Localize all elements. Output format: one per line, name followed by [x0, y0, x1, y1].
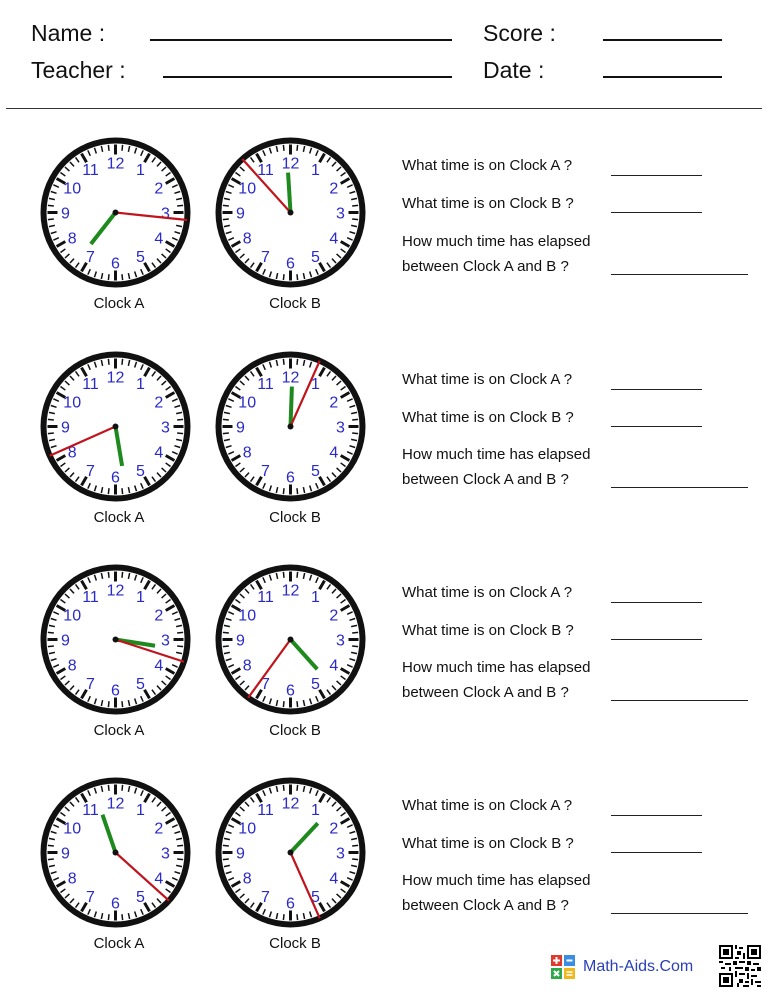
question-elapsed-line2: between Clock A and B ? [402, 471, 569, 488]
teacher-field-line[interactable] [163, 76, 452, 78]
clock-number: 1 [136, 802, 145, 820]
clock-number: 8 [67, 870, 77, 888]
clock-tick [122, 274, 123, 280]
clock-number: 11 [257, 589, 274, 607]
clock-tick [283, 145, 284, 151]
clock-number: 11 [257, 802, 274, 820]
clock-number: 3 [161, 419, 170, 437]
clock-number: 9 [236, 205, 245, 223]
question-elapsed-line1: How much time has elapsed [402, 659, 591, 676]
clock-tick [122, 488, 123, 494]
answer-line-clock-b[interactable] [611, 639, 702, 640]
hour-hand [288, 173, 290, 213]
clock-number: 8 [67, 657, 77, 675]
clock-number: 4 [154, 444, 164, 462]
clock-b-face [213, 562, 368, 717]
clock-tick [223, 205, 229, 206]
clock-number: 3 [336, 845, 345, 863]
clock-b-label: Clock B [269, 935, 321, 952]
clock-b-label: Clock B [269, 722, 321, 739]
clock-tick [177, 205, 183, 206]
clock-number: 5 [136, 248, 145, 266]
clock-tick [283, 914, 284, 920]
date-label: Date : [483, 57, 545, 83]
clock-number: 8 [242, 870, 252, 888]
question-elapsed-line1: How much time has elapsed [402, 872, 591, 889]
clock-tick [48, 859, 54, 860]
clock-tick [223, 859, 229, 860]
clock-number: 3 [336, 205, 345, 223]
clock-number: 7 [261, 888, 270, 906]
clock-number: 5 [136, 462, 145, 480]
clock-number: 9 [236, 419, 245, 437]
clock-a-face [38, 135, 193, 290]
clock-tick [352, 419, 358, 420]
clock-b-label: Clock B [269, 295, 321, 312]
clock-number: 6 [286, 469, 295, 487]
clock-a-face [38, 775, 193, 930]
clock-tick [297, 145, 298, 151]
answer-line-clock-b[interactable] [611, 212, 702, 213]
clock-number: 11 [82, 376, 99, 394]
clock-number: 7 [261, 675, 270, 693]
clock-number: 8 [242, 230, 252, 248]
clock-number: 10 [238, 820, 257, 838]
question-elapsed-line1: How much time has elapsed [402, 446, 591, 463]
clock-number: 4 [154, 657, 164, 675]
clock-number: 5 [136, 888, 145, 906]
clock-number: 12 [106, 795, 125, 813]
clock-tick [48, 845, 54, 846]
clock-number: 3 [336, 632, 345, 650]
clock-number: 6 [111, 469, 120, 487]
clock-number: 1 [136, 589, 145, 607]
question-clock-b: What time is on Clock B ? [402, 622, 574, 639]
clock-number: 10 [238, 394, 257, 412]
clock-number: 5 [311, 462, 320, 480]
clock-tick [223, 845, 229, 846]
clock-number: 8 [242, 444, 252, 462]
clock-tick [283, 488, 284, 494]
clock-number: 7 [86, 888, 95, 906]
clock-a-label: Clock A [93, 509, 145, 526]
question-elapsed-line2: between Clock A and B ? [402, 258, 569, 275]
clock-tick [223, 433, 229, 434]
clock-number: 9 [61, 632, 70, 650]
clock-number: 12 [281, 795, 300, 813]
clock-tick [48, 632, 54, 633]
clock-tick [108, 701, 109, 707]
clock-number: 5 [136, 675, 145, 693]
clock-tick [283, 274, 284, 280]
clock-tick [352, 859, 358, 860]
clock-number: 7 [86, 248, 95, 266]
clock-tick [283, 785, 284, 791]
question-clock-a: What time is on Clock A ? [402, 797, 573, 814]
clock-number: 9 [236, 845, 245, 863]
question-clock-a: What time is on Clock A ? [402, 584, 573, 601]
clock-number: 9 [61, 419, 70, 437]
clock-number: 1 [136, 162, 145, 180]
clock-tick [177, 845, 183, 846]
clock-number: 10 [63, 394, 82, 412]
clock-tick [108, 145, 109, 151]
name-field-line[interactable] [150, 39, 452, 41]
clock-tick [122, 572, 123, 578]
clock-number: 11 [82, 802, 99, 820]
clock-number: 2 [329, 820, 339, 838]
clock-number: 6 [286, 682, 295, 700]
score-field-line[interactable] [603, 39, 722, 41]
hour-hand [291, 387, 292, 427]
clock-tick [122, 701, 123, 707]
clock-number: 9 [61, 845, 70, 863]
clock-tick [48, 205, 54, 206]
answer-line-clock-a[interactable] [611, 815, 702, 816]
clock-center-pin [113, 424, 119, 430]
clock-number: 2 [329, 607, 339, 625]
clock-tick [297, 914, 298, 920]
clock-number: 6 [286, 895, 295, 913]
clock-tick [352, 433, 358, 434]
clock-number: 11 [257, 376, 274, 394]
clock-center-pin [288, 424, 294, 430]
footer-brand-link[interactable]: Math-Aids.Com [583, 958, 694, 975]
clock-number: 4 [329, 870, 339, 888]
clock-tick [122, 359, 123, 365]
clock-tick [297, 359, 298, 365]
question-clock-a: What time is on Clock A ? [402, 371, 573, 388]
clock-number: 3 [336, 419, 345, 437]
answer-line-elapsed[interactable] [611, 700, 748, 701]
clock-number: 2 [154, 394, 164, 412]
question-clock-b: What time is on Clock B ? [402, 835, 574, 852]
clock-tick [352, 205, 358, 206]
score-label: Score : [483, 20, 556, 46]
clock-tick [223, 219, 229, 220]
clock-a-face [38, 562, 193, 717]
clock-tick [177, 632, 183, 633]
clock-a-label: Clock A [93, 295, 145, 312]
clock-tick [122, 914, 123, 920]
clock-tick [352, 632, 358, 633]
clock-number: 7 [86, 675, 95, 693]
clock-number: 2 [154, 180, 164, 198]
clock-number: 1 [311, 376, 320, 394]
clock-tick [352, 219, 358, 220]
answer-line-clock-b[interactable] [611, 426, 702, 427]
answer-line-elapsed[interactable] [611, 274, 748, 275]
clock-tick [297, 488, 298, 494]
clock-number: 8 [67, 444, 77, 462]
clock-tick [122, 785, 123, 791]
clock-number: 9 [236, 632, 245, 650]
clock-number: 6 [111, 895, 120, 913]
clock-tick [48, 219, 54, 220]
clock-center-pin [113, 210, 119, 216]
clock-number: 12 [281, 582, 300, 600]
clock-tick [352, 845, 358, 846]
clock-number: 7 [86, 462, 95, 480]
clock-number: 6 [111, 682, 120, 700]
clock-center-pin [288, 637, 294, 643]
answer-line-elapsed[interactable] [611, 913, 748, 914]
clock-number: 12 [281, 369, 300, 387]
clock-center-pin [113, 850, 119, 856]
clock-tick [48, 419, 54, 420]
clock-number: 8 [242, 657, 252, 675]
clock-a-label: Clock A [93, 935, 145, 952]
header-divider [6, 108, 762, 109]
clock-number: 1 [311, 589, 320, 607]
clock-number: 9 [61, 205, 70, 223]
clock-number: 2 [329, 180, 339, 198]
clock-number: 4 [329, 444, 339, 462]
clock-tick [297, 274, 298, 280]
clock-number: 10 [63, 820, 82, 838]
question-elapsed-line2: between Clock A and B ? [402, 897, 569, 914]
clock-number: 2 [154, 607, 164, 625]
clock-tick [177, 859, 183, 860]
teacher-label: Teacher : [31, 57, 126, 83]
question-clock-b: What time is on Clock B ? [402, 409, 574, 426]
problem-2 [0, 349, 768, 549]
clock-tick [48, 646, 54, 647]
clock-number: 6 [111, 255, 120, 273]
clock-tick [283, 359, 284, 365]
clock-tick [177, 646, 183, 647]
answer-line-clock-b[interactable] [611, 852, 702, 853]
clock-number: 4 [154, 230, 164, 248]
clock-center-pin [288, 850, 294, 856]
clock-number: 12 [106, 369, 125, 387]
question-clock-a: What time is on Clock A ? [402, 157, 573, 174]
clock-tick [223, 646, 229, 647]
clock-tick [223, 632, 229, 633]
clock-number: 4 [329, 230, 339, 248]
answer-line-elapsed[interactable] [611, 487, 748, 488]
clock-number: 1 [311, 802, 320, 820]
clock-tick [48, 433, 54, 434]
clock-b-face [213, 775, 368, 930]
problem-3 [0, 562, 768, 762]
clock-number: 5 [311, 248, 320, 266]
clock-number: 5 [311, 675, 320, 693]
answer-line-clock-a[interactable] [611, 602, 702, 603]
clock-tick [108, 488, 109, 494]
clock-number: 11 [257, 162, 274, 180]
clock-number: 12 [106, 155, 125, 173]
clock-number: 5 [311, 888, 320, 906]
clock-number: 12 [106, 582, 125, 600]
clock-tick [108, 359, 109, 365]
clock-number: 10 [63, 607, 82, 625]
clock-center-pin [113, 637, 119, 643]
clock-number: 11 [82, 589, 99, 607]
clock-a-label: Clock A [93, 722, 145, 739]
clock-number: 3 [161, 632, 170, 650]
answer-line-clock-a[interactable] [611, 389, 702, 390]
clock-center-pin [288, 210, 294, 216]
question-clock-b: What time is on Clock B ? [402, 195, 574, 212]
clock-tick [177, 433, 183, 434]
problem-4 [0, 775, 768, 975]
qr-code-icon [719, 945, 761, 987]
name-label: Name : [31, 20, 106, 46]
clock-number: 7 [261, 462, 270, 480]
clock-number: 10 [63, 180, 82, 198]
clock-tick [352, 646, 358, 647]
clock-a-face [38, 349, 193, 504]
clock-tick [283, 701, 284, 707]
problem-1 [0, 135, 768, 335]
clock-number: 10 [238, 607, 257, 625]
clock-number: 7 [261, 248, 270, 266]
clock-number: 2 [154, 820, 164, 838]
answer-line-clock-a[interactable] [611, 175, 702, 176]
clock-number: 4 [329, 657, 339, 675]
clock-tick [297, 785, 298, 791]
question-elapsed-line1: How much time has elapsed [402, 233, 591, 250]
clock-tick [283, 572, 284, 578]
clock-number: 2 [329, 394, 339, 412]
clock-number: 6 [286, 255, 295, 273]
clock-number: 1 [136, 376, 145, 394]
date-field-line[interactable] [603, 76, 722, 78]
clock-number: 3 [161, 845, 170, 863]
clock-tick [108, 572, 109, 578]
clock-number: 10 [238, 180, 257, 198]
clock-number: 12 [281, 155, 300, 173]
question-elapsed-line2: between Clock A and B ? [402, 684, 569, 701]
clock-tick [108, 274, 109, 280]
clock-b-face [213, 349, 368, 504]
clock-number: 8 [67, 230, 77, 248]
clock-tick [297, 572, 298, 578]
clock-number: 11 [82, 162, 99, 180]
clock-b-label: Clock B [269, 509, 321, 526]
clock-tick [122, 145, 123, 151]
clock-tick [108, 914, 109, 920]
clock-tick [108, 785, 109, 791]
clock-number: 1 [311, 162, 320, 180]
clock-b-face [213, 135, 368, 290]
clock-number: 3 [161, 205, 170, 223]
math-aids-logo-icon [551, 955, 575, 979]
clock-tick [297, 701, 298, 707]
clock-number: 4 [154, 870, 164, 888]
clock-tick [177, 419, 183, 420]
clock-tick [223, 419, 229, 420]
